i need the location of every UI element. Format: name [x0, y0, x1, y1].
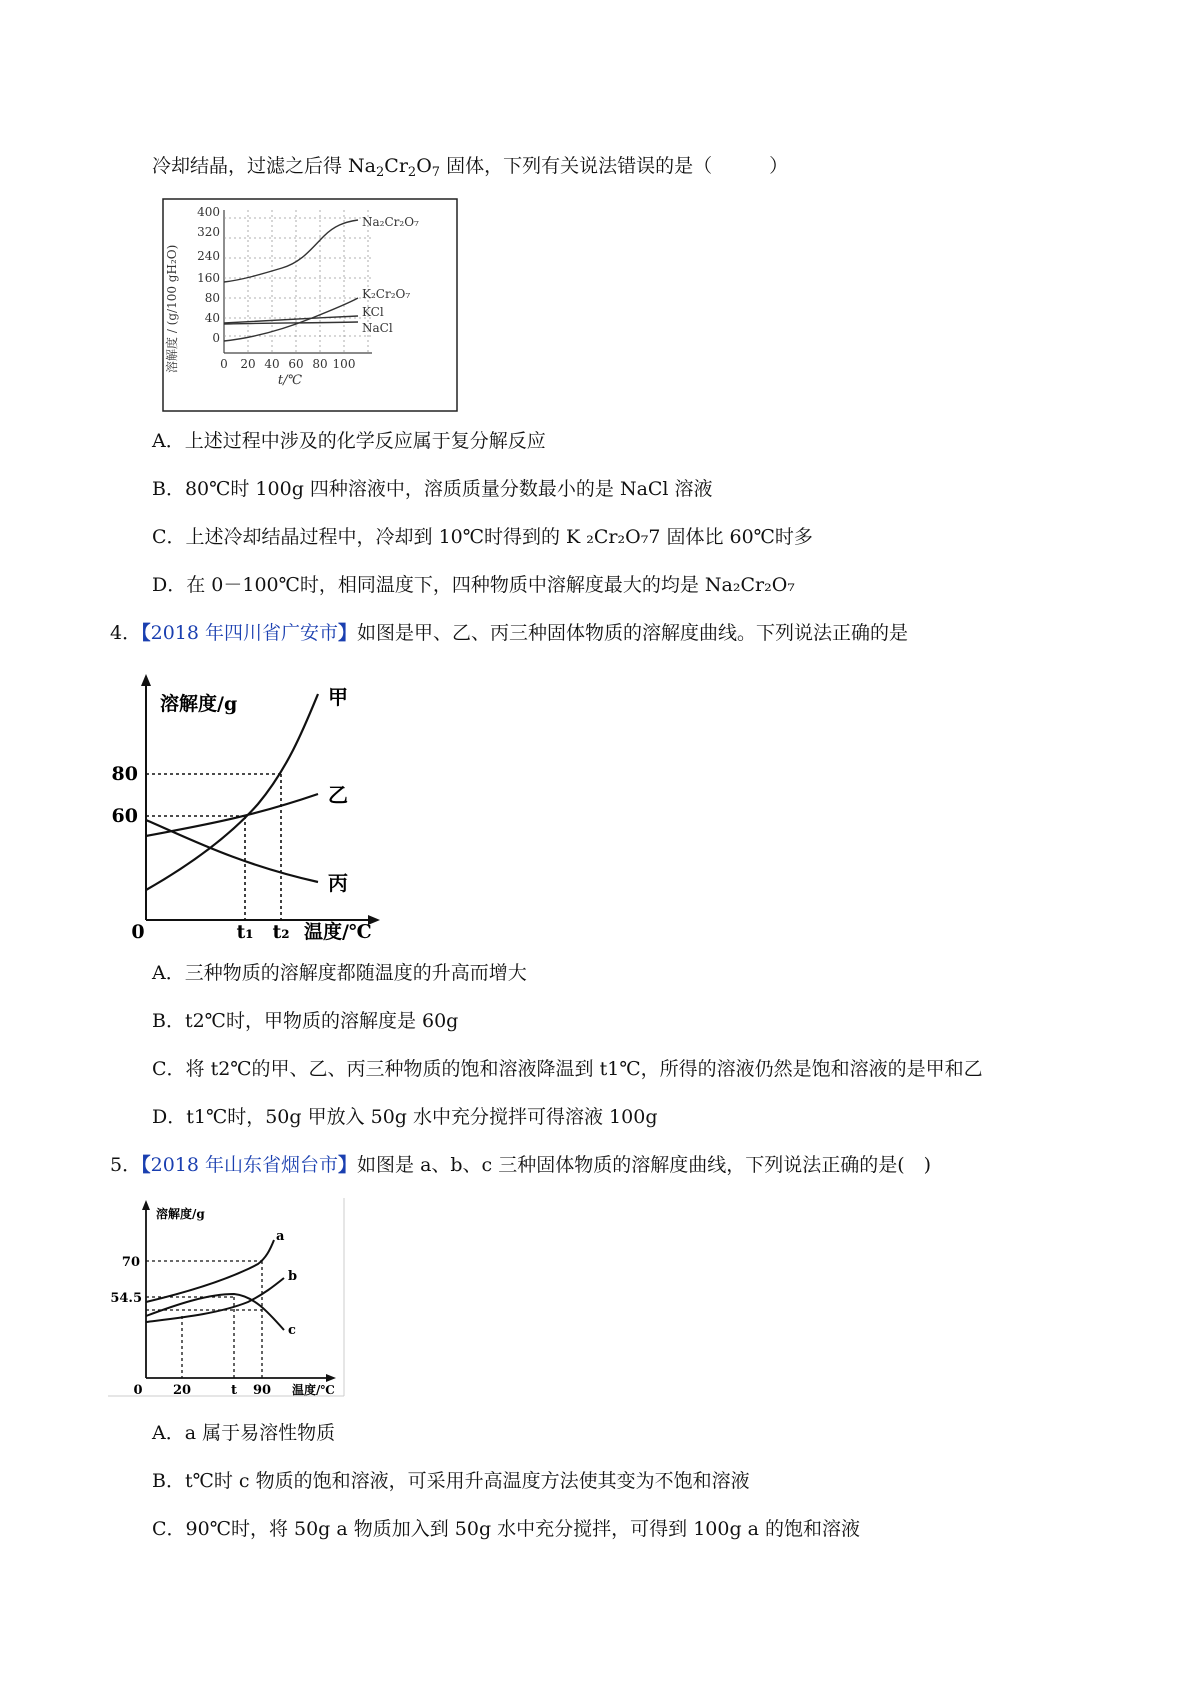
q3-xtick: 80 — [312, 357, 328, 371]
q3-xtick: 40 — [264, 357, 280, 371]
q3-option-c: C．上述冷却结晶过程中，冷却到 10℃时得到的 K ₂Cr₂O₇7 固体比 60℃时多 — [152, 526, 813, 548]
q3-label-nacl: NaCl — [362, 321, 393, 335]
q5-solubility-chart — [108, 1198, 348, 1398]
q4-option-b: B．t2℃时，甲物质的溶解度是 60g — [152, 1010, 459, 1032]
q4-stem-text: 如图是甲、乙、丙三种固体物质的溶解度曲线。下列说法正确的是 — [357, 622, 909, 644]
q4-label-yi: 乙 — [328, 783, 348, 807]
q3-intro-text-3: O — [416, 155, 432, 177]
q3-ytick: 320 — [197, 225, 220, 239]
q5-ytick-54-5: 54.5 — [110, 1291, 142, 1306]
q4-source: 2018 年四川省广安市 — [150, 622, 339, 644]
q3-label-kcl: KCl — [362, 305, 384, 319]
q3-intro-text-2: Cr — [384, 155, 408, 177]
q4-option-a: A．三种物质的溶解度都随温度的升高而增大 — [152, 962, 527, 984]
q5-option-c: C．90℃时，将 50g a 物质加入到 50g 水中充分搅拌，可得到 100g a 的饱和溶液 — [152, 1518, 861, 1540]
q3-xtick: 20 — [240, 357, 256, 371]
q5-ylabel: 溶解度/g — [156, 1207, 205, 1221]
q4-curve-jia — [146, 694, 318, 890]
q5-bracket-close: 】 — [338, 1154, 358, 1176]
q5-number: 5． — [110, 1154, 142, 1176]
q3-ytick: 40 — [204, 311, 220, 325]
q4-ytick-80: 80 — [111, 763, 138, 785]
q4-label-bing: 丙 — [328, 871, 348, 895]
q3-ytick: 80 — [204, 291, 220, 305]
q5-xtick-t: t — [230, 1383, 238, 1398]
q5-xtick-20: 20 — [172, 1383, 192, 1398]
q3-xtick: 100 — [332, 357, 356, 371]
q3-yaxis-label: 溶解度 / (g/100 gH₂O) — [165, 244, 179, 373]
q4-solubility-chart — [111, 668, 388, 943]
q4-label-jia: 甲 — [328, 685, 348, 709]
q3-intro-sub-2: 2 — [407, 165, 417, 180]
q3-option-b: B．80℃时 100g 四种溶液中，溶质质量分数最小的是 NaCl 溶液 — [152, 478, 713, 500]
q3-intro-sub-1: 2 — [376, 165, 385, 180]
q3-option-a: A．上述过程中涉及的化学反应属于复分解反应 — [152, 430, 546, 452]
q3-intro-sub-3: 7 — [431, 165, 441, 180]
q5-option-a: A．a 属于易溶性物质 — [152, 1422, 336, 1444]
q4-number: 4． — [110, 622, 142, 644]
q3-xaxis-label: t/℃ — [277, 373, 303, 388]
q3-option-d: D．在 0－100℃时，相同温度下，四种物质中溶解度最大的均是 Na₂Cr₂O₇ — [152, 574, 795, 596]
q3-xtick: 0 — [220, 357, 228, 371]
q5-xlabel: 温度/℃ — [292, 1383, 335, 1397]
q4-option-c: C．将 t2℃的甲、乙、丙三种物质的饱和溶液降温到 t1℃，所得的溶液仍然是饱和溶液的是甲和乙 — [152, 1058, 983, 1080]
q3-ytick: 0 — [212, 331, 220, 345]
q4-bracket-open: 【 — [141, 622, 151, 644]
q5-stem — [110, 1152, 931, 1178]
q5-bracket-open: 【 — [141, 1154, 151, 1176]
q4-xlabel: 温度/℃ — [304, 921, 372, 943]
q5-xtick-90: 90 — [252, 1383, 272, 1398]
q4-bracket-close: 】 — [338, 622, 358, 644]
q3-ytick: 160 — [197, 271, 220, 285]
q3-xtick: 60 — [288, 357, 304, 371]
q4-ytick-60: 60 — [111, 805, 138, 827]
q5-ytick-70: 70 — [121, 1255, 140, 1270]
q3-intro-text-1: 冷却结晶，过滤之后得 Na — [152, 155, 376, 177]
q5-stem-text: 如图是 a、b、c 三种固体物质的溶解度曲线，下列说法正确的是( ) — [357, 1154, 932, 1176]
q4-stem — [110, 620, 908, 646]
q5-label-c: c — [288, 1323, 296, 1338]
q3-solubility-chart — [162, 198, 458, 412]
q3-label-k2cr2o7: K₂Cr₂O₇ — [362, 287, 411, 301]
q4-xtick-t1: t₁ — [236, 921, 254, 943]
q4-ylabel: 溶解度/g — [160, 693, 238, 715]
q4-option-d: D．t1℃时，50g 甲放入 50g 水中充分搅拌可得溶液 100g — [152, 1106, 658, 1128]
q3-ytick: 400 — [197, 205, 220, 219]
q3-intro — [152, 153, 788, 186]
q5-origin: 0 — [133, 1383, 143, 1398]
q3-ytick: 240 — [197, 249, 220, 263]
q4-origin: 0 — [131, 921, 145, 943]
q5-label-b: b — [288, 1269, 298, 1284]
q5-label-a: a — [276, 1229, 285, 1244]
q4-xtick-t2: t₂ — [272, 921, 290, 943]
q5-option-b: B．t℃时 c 物质的饱和溶液，可采用升高温度方法使其变为不饱和溶液 — [152, 1470, 750, 1492]
q3-intro-text-4: 固体，下列有关说法错误的是（ ） — [440, 155, 789, 177]
q3-label-na2cr2o7: Na₂Cr₂O₇ — [362, 215, 419, 229]
q5-source: 2018 年山东省烟台市 — [150, 1154, 339, 1176]
